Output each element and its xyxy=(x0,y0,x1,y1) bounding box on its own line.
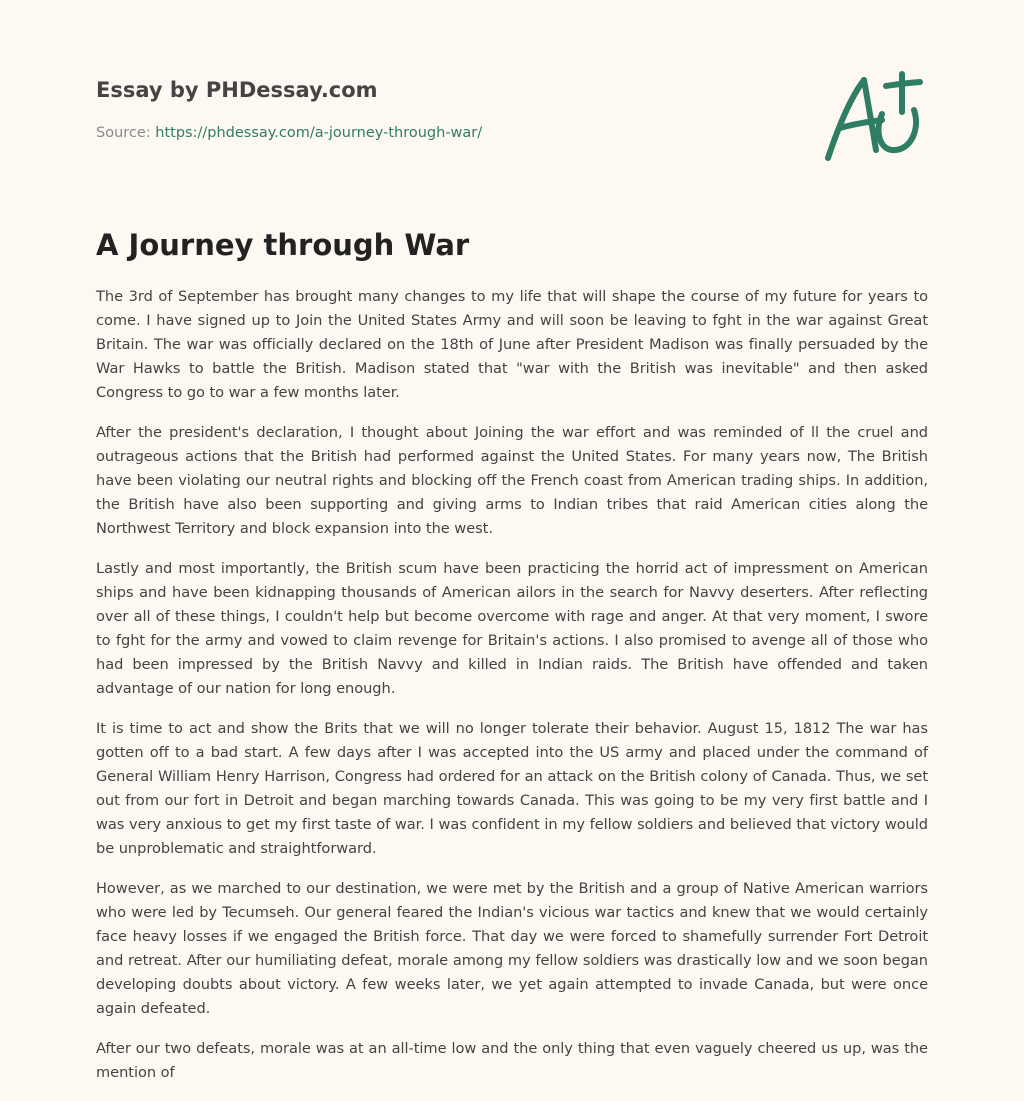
source-label: Source: xyxy=(96,125,151,141)
essay-paragraph: After our two defeats, morale was at an all-time low and the only thing that even vaguely cheered us up, was the mention of xyxy=(96,1040,928,1081)
source-line xyxy=(96,123,482,143)
essay-paragraph: The 3rd of September has brought many changes to my life that will shape the course of my future for years to come. I have signed up to Join the United States Army and will soon be leaving to fght in the war against Great Britain. The war was officially declared on the 18th of June after President Madison was finally persuaded by the War Hawks to battle the British. Madison stated that "war with the British was inevitable" and then asked Congress to go to war a few months later. xyxy=(96,288,928,401)
essay-paragraph: However, as we marched to our destination, we were met by the British and a group of Native American warriors who were led by Tecumseh. Our general feared the Indian's vicious war tactics and knew that we would certainly face heavy losses if we engaged the British force. That day we were forced to shamefully surrender Fort Detroit and retreat. After our humiliating defeat, morale among my fellow soldiers was drastically low and we soon began developing doubts about victory. A few weeks later, we yet again attempted to invade Canada, but were once again defeated. xyxy=(96,880,928,1017)
essay-title: A Journey through War xyxy=(96,228,470,262)
source-link[interactable]: https://phdessay.com/a-journey-through-war/ xyxy=(155,125,483,141)
essay-body xyxy=(96,285,928,1101)
essay-paragraph: It is time to act and show the Brits that we will no longer tolerate their behavior. August 15, 1812 The war has gotten off to a bad start. A few days after I was accepted into the US army and placed under the command of General William Henry Harrison, Congress had ordered for an attack on the British colony of Canada. Thus, we set out from our fort in Detroit and began marching towards Canada. This was going to be my very first battle and I was very anxious to get my first taste of war. I was confident in my fellow soldiers and believed that victory would be unproblematic and straightforward. xyxy=(96,720,928,857)
essay-paragraph: Lastly and most importantly, the British scum have been practicing the horrid act of impressment on American ships and have been kidnapping thousands of American ailors in the search for Navvy deserters. After reflecting over all of these things, I couldn't help but become overcome with rage and anger. At that very moment, I swore to fght for the army and vowed to claim revenge for Britain's actions. I also promised to avenge all of those who had been impressed by the British Navvy and killed in Indian raids. The British have offended and taken advantage of our nation for long enough. xyxy=(96,560,928,697)
essay-paragraph: After the president's declaration, I thought about Joining the war effort and was reminded of ll the cruel and outrageous actions that the British had performed against the United States. For many years now, The British have been violating our neutral rights and blocking off the French coast from American trading ships. In addition, the British have also been supporting and giving arms to Indian tribes that raid American cities along the Northwest Territory and block expansion into the west. xyxy=(96,424,928,537)
site-brand: Essay by PHDessay.com xyxy=(96,78,378,102)
a-plus-icon xyxy=(822,68,926,164)
